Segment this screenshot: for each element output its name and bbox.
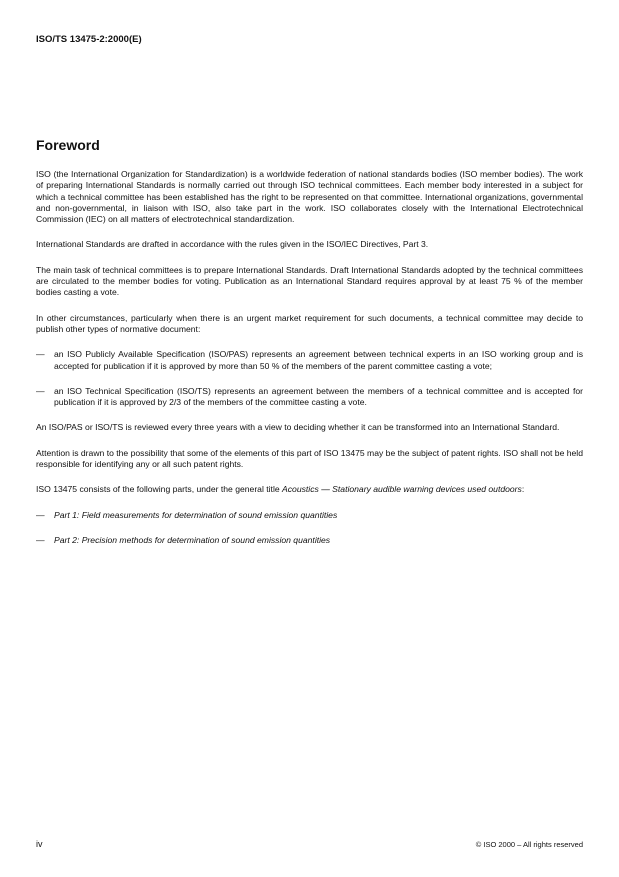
paragraph: ISO (the International Organization for Standardization) is a worldwide federation of national standards bodies (ISO member bodies). The work of preparing International Standards is normally carried out through ISO technical committees. Each member body interested in a subject for which a technical committee has been established has the right to be represented on that committee. International organizations, governmental and non-governmental, in liaison with ISO, also take part in the work. ISO collaborates closely with the International Electrotechnical Commission (IEC) on all matters of electrotechnical standardization. [36,169,583,225]
document-body [36,169,583,560]
paragraph: The main task of technical committees is to prepare International Standards. Draft International Standards adopted by the technical committees are circulated to the member bodies for voting. Publication as an International Standard requires approval by at least 75 % of the member bodies casting a vote. [36,264,583,298]
list-item [36,386,583,409]
part-title: Part 2: Precision methods for determination of sound emission quantities [54,534,331,545]
list-item-text: an ISO Publicly Available Specification (ISO/PAS) represents an agreement between technical experts in an ISO working group and is accepted for publication if it is approved by more than 50 % of the members of the parent committee casting a vote; [54,349,583,371]
dash-bullet: — [36,534,45,545]
list-item [36,510,583,521]
section-title: Foreword [36,137,100,153]
dash-bullet: — [36,349,45,360]
page-number: iv [36,839,43,849]
list-item-text: an ISO Technical Specification (ISO/TS) represents an agreement between the members of a technical committee and is accepted for publication if it is approved by 2/3 of the members of the committee casting a vote. [54,385,583,408]
list-item [36,349,583,372]
copyright: © ISO 2000 – All rights reserved [475,840,583,849]
part-title: Part 1: Field measurements for determination of sound emission quantities [54,509,338,520]
paragraph: In other circumstances, particularly when there is an urgent market requirement for such documents, a technical committee may decide to publish other types of normative document: [36,312,583,334]
document-header: ISO/TS 13475-2:2000(E) [36,34,142,45]
parts-intro-suffix: : [521,484,525,495]
dash-bullet: — [36,385,45,396]
list-item [36,535,583,546]
general-title: Acoustics — Stationary audible warning devices used outdoors [282,484,522,495]
parts-intro-text: ISO 13475 consists of the following parts, under the general title [36,484,283,495]
paragraph: Attention is drawn to the possibility that some of the elements of this part of ISO 13475 may be the subject of patent rights. ISO shall not be held responsible for identifying any or all such patent rights. [36,447,583,470]
dash-bullet: — [36,509,45,520]
paragraph: An ISO/PAS or ISO/TS is reviewed every three years with a view to deciding whether it can be transformed into an International Standard. [36,422,560,433]
parts-intro [36,484,583,495]
paragraph: International Standards are drafted in accordance with the rules given in the ISO/IEC Directives, Part 3. [36,239,429,250]
